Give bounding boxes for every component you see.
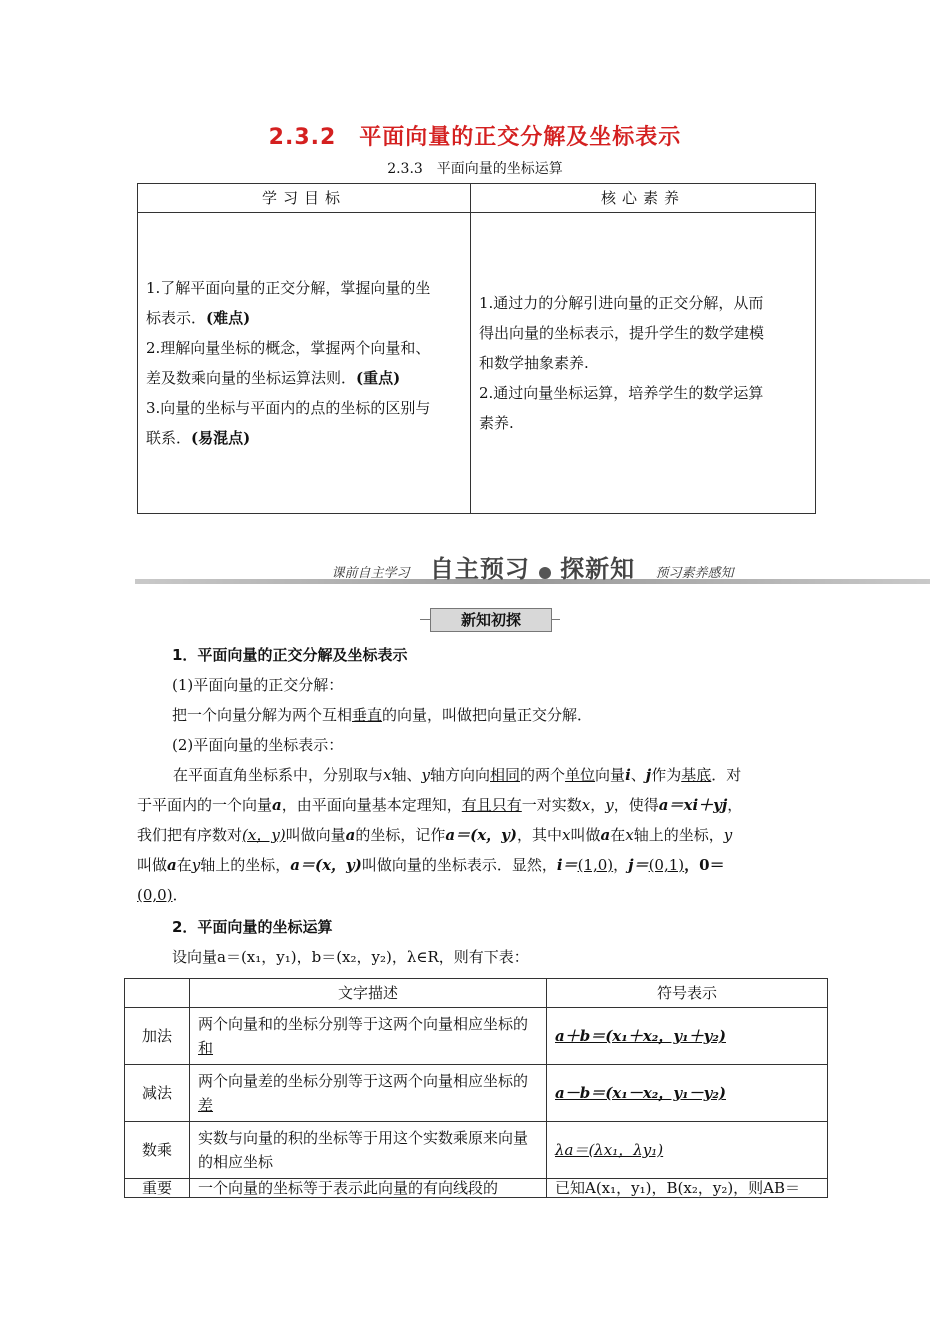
section1-heading: 1．平面向量的正交分解及坐标表示 bbox=[172, 646, 408, 664]
ops-header-symbol: 符号表示 bbox=[547, 979, 828, 1008]
op-name: 加法 bbox=[125, 1008, 190, 1065]
op-symbol: 已知A(x₁，y₁)，B(x₂，y₂)，则AB＝ bbox=[547, 1179, 828, 1198]
op-desc: 两个向量和的坐标分别等于这两个向量相应坐标的和 bbox=[190, 1008, 547, 1065]
operations-table bbox=[124, 978, 828, 1198]
page-title: 2.3.2 平面向量的正交分解及坐标表示 bbox=[268, 125, 682, 150]
op-name: 减法 bbox=[125, 1065, 190, 1122]
section-banner bbox=[135, 543, 930, 593]
ops-header-desc: 文字描述 bbox=[190, 979, 547, 1008]
goal-line: 标表示．(难点) bbox=[146, 309, 251, 327]
goals-left-cell bbox=[138, 213, 471, 514]
banner-title-1: 自主预习 bbox=[429, 555, 530, 583]
goal-line: 差及数乘向量的坐标运算法则．(重点) bbox=[146, 369, 401, 387]
s1-body-text: 在平面直角坐标系中，分别取与x轴、y轴方向向相同的两个单位向量i、j作为基底．对 于平面内的一个向量a，由平面向量基本定理知，有且只有一对实数x，y，使得a＝xi＋yj， 我们把有序数对(x，y)叫做向量a的坐标，记作a＝(x，y)，其中x叫做a在x轴上的坐标，y 叫做a在y轴上的坐标，a＝(x，y)叫做向量的坐标表示．显然，i＝(1,0)，j＝(0,1)，0＝ (0,0)． bbox=[137, 766, 743, 904]
competence-line: 和数学抽象素养. bbox=[479, 354, 589, 372]
goal-line: 3.向量的坐标与平面内的点的坐标的区别与 bbox=[146, 399, 431, 417]
s1-paragraph-3: (2)平面向量的坐标表示： bbox=[172, 736, 344, 754]
op-symbol: a－b＝(x₁－x₂，y₁－y₂) bbox=[547, 1065, 828, 1122]
competence-line: 1.通过力的分解引进向量的正交分解，从而 bbox=[479, 294, 764, 312]
table-row bbox=[125, 1122, 828, 1179]
competence-line: 素养. bbox=[479, 414, 514, 432]
banner-left-label: 课前自主学习 bbox=[331, 566, 410, 581]
table-row bbox=[125, 1065, 828, 1122]
op-name: 重要 bbox=[125, 1179, 190, 1198]
op-desc: 实数与向量的积的坐标等于用这个实数乘原来向量的相应坐标 bbox=[190, 1122, 547, 1179]
competence-line: 2.通过向量坐标运算，培养学生的数学运算 bbox=[479, 384, 764, 402]
goal-line: 2.理解向量坐标的概念，掌握两个向量和、 bbox=[146, 339, 431, 357]
op-desc: 一个向量的坐标等于表示此向量的有向线段的 bbox=[190, 1179, 547, 1198]
banner-right-label: 预习素养感知 bbox=[655, 566, 734, 581]
s1-paragraph-1: (1)平面向量的正交分解： bbox=[172, 676, 344, 694]
goals-table bbox=[137, 183, 816, 514]
table-row bbox=[125, 1008, 828, 1065]
page-subtitle: 2.3.3 平面向量的坐标运算 bbox=[387, 161, 563, 177]
goal-line: 联系．(易混点) bbox=[146, 429, 251, 447]
op-desc: 两个向量差的坐标分别等于这两个向量相应坐标的差 bbox=[190, 1065, 547, 1122]
circle-arrow-icon bbox=[539, 567, 551, 579]
section-box-title: 新知初探 bbox=[430, 608, 552, 632]
competence-line: 得出向量的坐标表示，提升学生的数学建模 bbox=[479, 324, 765, 342]
table-row bbox=[125, 1179, 828, 1198]
goals-head-left: 学习目标 bbox=[138, 184, 471, 213]
s1-paragraph-2: 把一个向量分解为两个互相垂直的向量，叫做把向量正交分解． bbox=[172, 706, 593, 724]
banner-title-2: 探新知 bbox=[560, 555, 636, 583]
goals-head-right: 核心素养 bbox=[471, 184, 816, 213]
ops-header-blank bbox=[125, 979, 190, 1008]
goals-right-cell bbox=[471, 213, 816, 514]
op-symbol: a＋b＝(x₁＋x₂，y₁＋y₂) bbox=[547, 1008, 828, 1065]
s2-intro: 设向量a＝(x₁，y₁)，b＝(x₂，y₂)，λ∈R，则有下表： bbox=[172, 948, 529, 966]
goal-line: 1.了解平面向量的正交分解，掌握向量的坐 bbox=[146, 279, 431, 297]
section2-heading: 2．平面向量的坐标运算 bbox=[172, 918, 333, 936]
op-symbol: λa＝(λx₁，λy₁) bbox=[547, 1122, 828, 1179]
op-name: 数乘 bbox=[125, 1122, 190, 1179]
